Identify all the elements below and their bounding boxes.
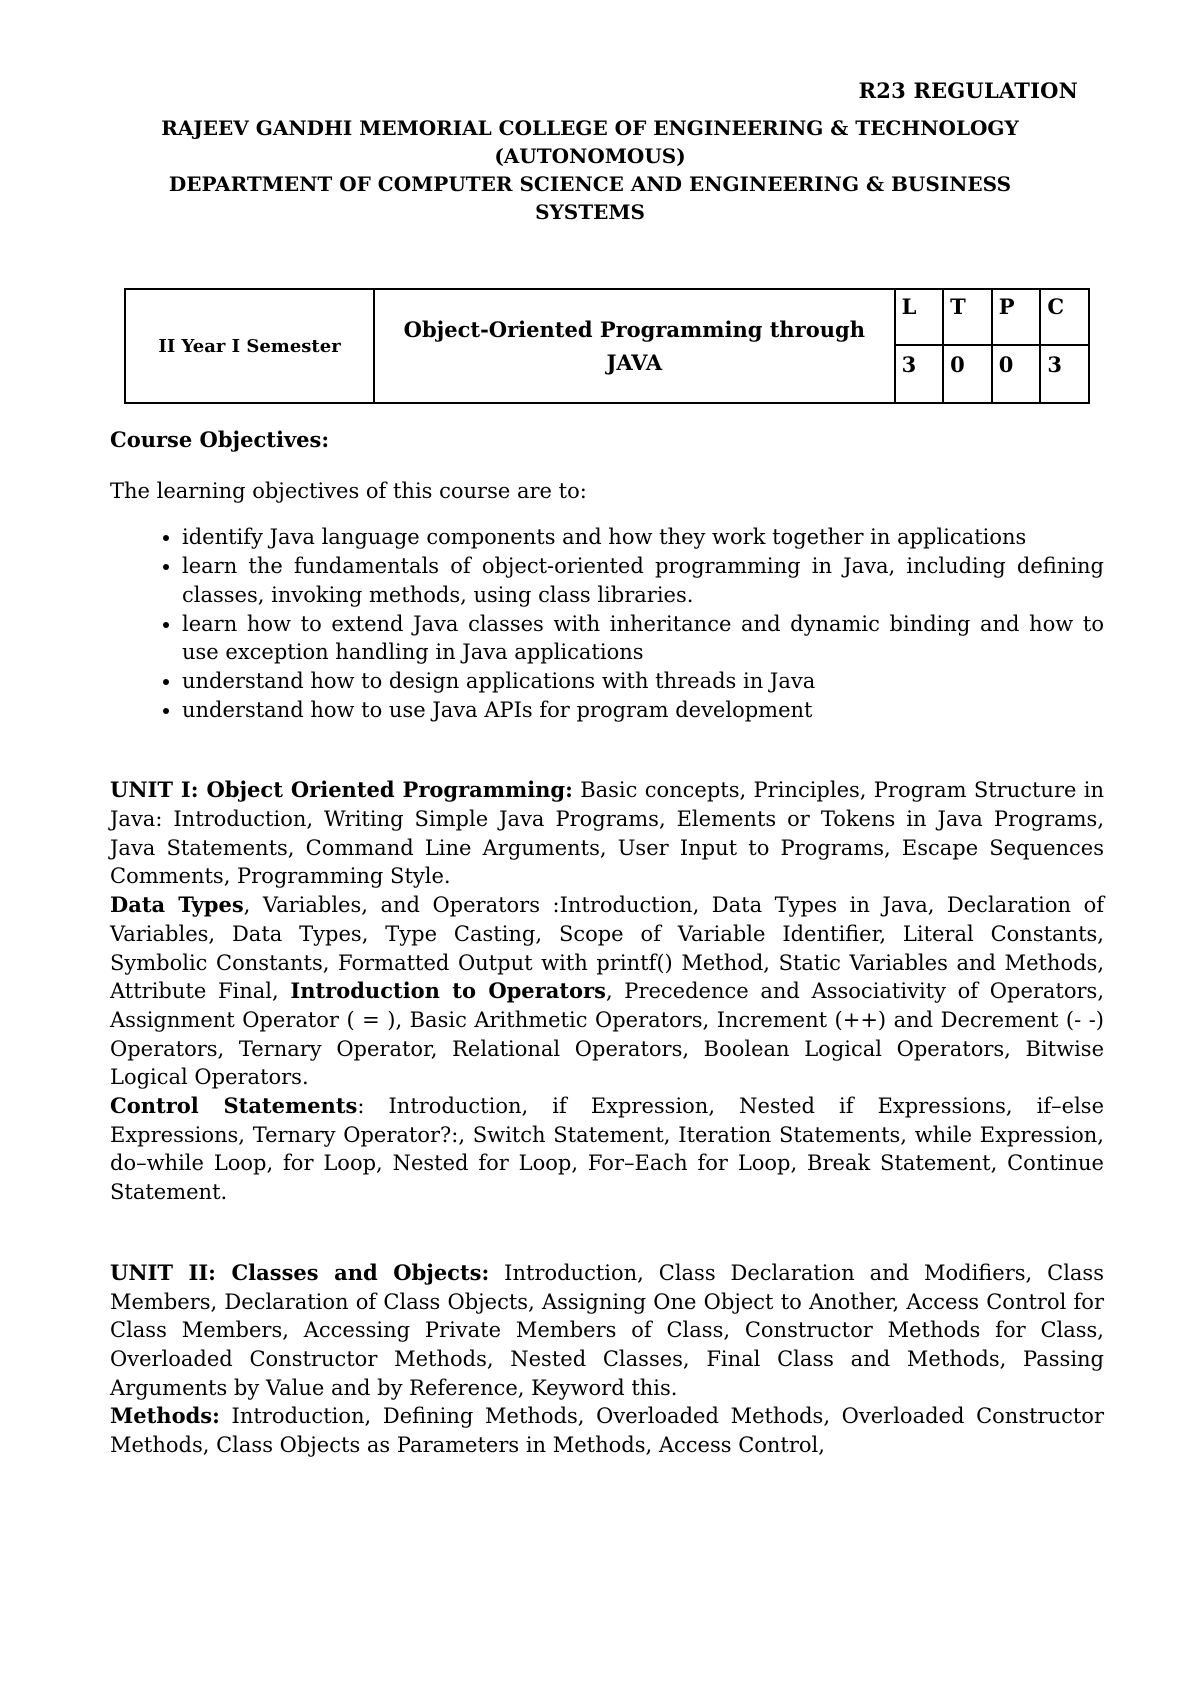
syllabus-content <box>110 426 1104 1460</box>
objective-item: • understand how to design applications with threads in Java <box>182 667 1104 696</box>
header-p: P <box>992 289 1041 345</box>
college-status: (AUTONOMOUS) <box>494 144 686 168</box>
header-l: L <box>895 289 944 345</box>
unit2-title: UNIT II: Classes and Objects: <box>110 1259 490 1285</box>
control-statements-label: Control Statements <box>110 1093 358 1119</box>
objective-item: • identify Java language components and how they work together in applications <box>182 523 1104 552</box>
control-statements-text: : Introduction, if Expression, Nested if Expressions, if–else Expressions, Ternary Operator?:, Switch Statement, Iteration Statements, while Expression, do–while Loop, for Loop, Nested for Loop, For–Each for Loop, Break Statement, Continue Statement. <box>110 1094 1104 1205</box>
regulation-label: R23 REGULATION <box>858 78 1078 103</box>
header-t: T <box>943 289 992 345</box>
course-title-cell <box>374 289 894 403</box>
methods-text: Introduction, Defining Methods, Overloaded Methods, Overloaded Constructor Methods, Class Objects as Parameters in Methods, Access Control, <box>110 1404 1104 1458</box>
objective-item: • learn the fundamentals of object-oriented programming in Java, including defining classes, invoking methods, using class libraries. <box>182 552 1104 609</box>
operators-text: , Precedence and Associativity of Operators, Assignment Operator ( = ), Basic Arithmetic Operators, Increment (++) and Decrement (- -) Operators, Ternary Operator, Relational Operators, Boolean Logical Operators, Bitwise Logical Operators. <box>110 979 1104 1090</box>
department-name-line1: DEPARTMENT OF COMPUTER SCIENCE AND ENGINEERING & BUSINESS <box>168 172 1012 196</box>
data-types-label: Data Types <box>110 892 244 918</box>
value-l: 3 <box>895 345 944 403</box>
course-title-line1: Object-Oriented Programming through <box>403 317 865 342</box>
objective-item: • learn how to extend Java classes with inheritance and dynamic binding and how to use exception handling in Java applications <box>182 610 1104 667</box>
value-p: 0 <box>992 345 1041 403</box>
course-info-table <box>124 288 1090 404</box>
methods-paragraph <box>110 1402 1104 1459</box>
course-title-line2: JAVA <box>606 350 663 375</box>
unit2-text: Introduction, Class Declaration and Modifiers, Class Members, Declaration of Class Objects, Assigning One Object to Another, Access Control for Class Members, Accessing Private Members of Class, Constructor Methods for Class, Overloaded Constructor Methods, Nested Classes, Final Class and Methods, Passing Arguments by Value and by Reference, Keyword this. <box>110 1260 1104 1400</box>
objectives-heading: Course Objectives: <box>110 427 330 452</box>
unit1-paragraph <box>110 776 1104 891</box>
document-header <box>110 114 1070 226</box>
data-types-text: , Variables, and Operators :Introduction, Data Types in Java, Declaration of Variables, Data Types, Type Casting, Scope of Variable Identifier, Literal Constants, Symbolic Constants, Formatted Output with printf() Method, Static Variables and Methods, Attribute Final, <box>110 893 1104 1004</box>
department-name-line2: SYSTEMS <box>535 200 645 224</box>
methods-label: Methods: <box>110 1403 220 1429</box>
unit2-paragraph <box>110 1259 1104 1403</box>
data-types-paragraph <box>110 891 1104 1092</box>
value-t: 0 <box>943 345 992 403</box>
control-statements-paragraph <box>110 1092 1104 1207</box>
operators-label: Introduction to Operators <box>290 978 606 1004</box>
unit1-title: UNIT I: Object Oriented Programming: <box>110 777 573 803</box>
objectives-list <box>110 523 1104 724</box>
header-c: C <box>1040 289 1089 345</box>
college-name: RAJEEV GANDHI MEMORIAL COLLEGE OF ENGINEERING & TECHNOLOGY <box>161 116 1019 140</box>
value-c: 3 <box>1040 345 1089 403</box>
semester-cell: II Year I Semester <box>125 289 374 403</box>
objective-item: • understand how to use Java APIs for program development <box>182 696 1104 725</box>
objectives-intro: The learning objectives of this course are to: <box>110 478 587 503</box>
unit1-text: Basic concepts, Principles, Program Structure in Java: Introduction, Writing Simple Java Programs, Elements or Tokens in Java Programs, Java Statements, Command Line Arguments, User Input to Programs, Escape Sequences Comments, Programming Style. <box>110 778 1104 889</box>
